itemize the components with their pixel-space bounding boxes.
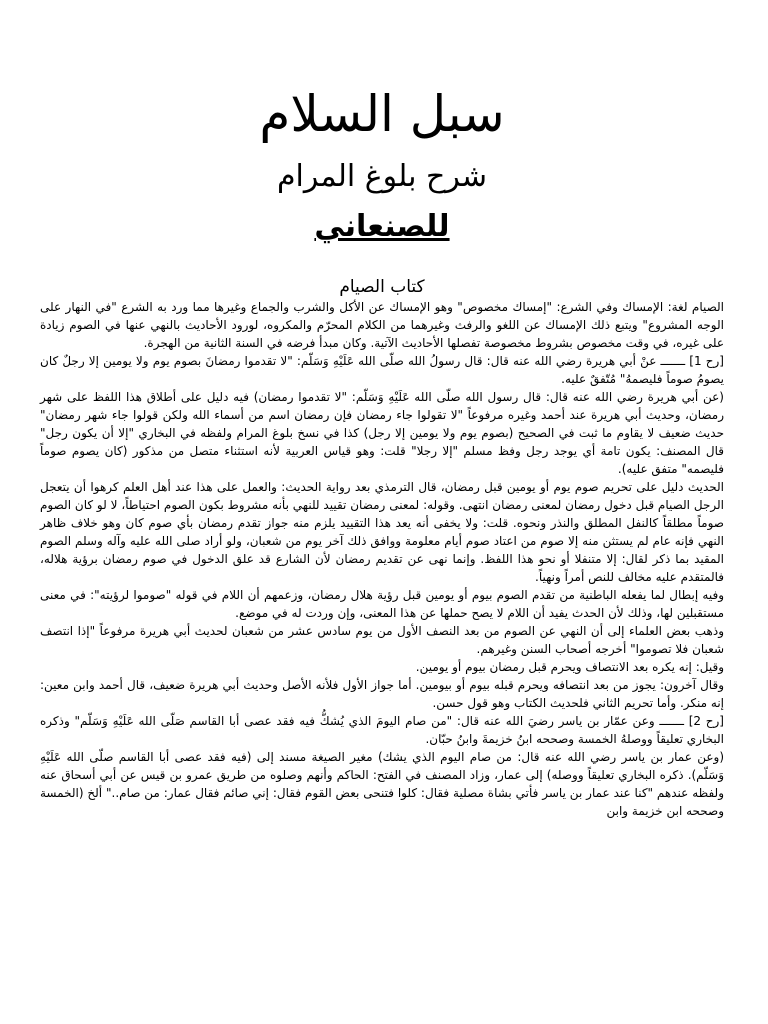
paragraph-ruling: الحديث دليل على تحريم صوم يوم أو يومين قبل رمضان، قال الترمذي بعد رواية الحديث: والعمل على هذا عند أهل العلم كرهوا أن يتعجل الرجل الصيام قبل دخول رمضان لمعنى رمضان انتهى. وقوله: لمعنى رمضان تقييد للنهي بأنه مشروط بكون الصوم احتياطاً، لا لو كان الصوم صوماً مطلقاً كالنفل المطلق والنذر ونحوه. قلت: ولا يخفى أنه يعد هذا التقييد يلزم منه جواز تقدم رمضان بأي صوم كان وهو خلاف ظاهر النهي فإنه عام لم يستثن منه إلا صوم من اعتاد صوم أيام معلومة ووافق ذلك آخر يوم من شعبان، ولو أراد صلى الله عليه وآله وسلم الصوم المقيد بما ذكر لقال: إلا متنفلا أو نحو هذا اللفظ. وإنما نهى عن تقديم رمضان لأن الشارع قد علق الدخول في صوم رمضان برؤية هلاله، فالمتقدم عليه مخالف للنص أمراً ونهياً. — [40, 480, 724, 584]
paragraph-batiniyya: وفيه إبطال لما يفعله الباطنية من تقدم الصوم بيوم أو يومين قبل رؤية هلال رمضان، وزعمهم أن اللام في قوله "صوموا لرؤيته": في معنى مستقبلين لها، وذلك لأن الحدث يفيد أن اللام لا يصح حملها عن هذا المعنى، وإن وردت له في موضع. — [40, 588, 724, 620]
paragraph-shaban: وذهب بعض العلماء إلى أن النهي عن الصوم من بعد النصف الأول من يوم سادس عشر من شعبان لحديث أبي هريرة مرفوعاً "إذا انتصف شعبان فلا تصوموا" أخرجه أصحاب السنن وغيرهم. — [40, 624, 724, 656]
paragraph-hadith-2-commentary: (وعن عمار بن ياسر رضي الله عنه قال: من صام اليوم الذي يشك) مغير الصيغة مسند إلى (فيه فقد عصى أبا القاسم صلّى الله عَلَيْهِ وَسَلّم). ذكره البخاري تعليقاً ووصله) إلى عمار، وزاد المصنف في الفتح: الحاكم وأنهم وصلوه من طريق عمرو بن قيس عن أبي أسحاق عنه ولفظه عندهم "كنا عند عمار بن ياسر فأتي بشاة مصلية فقال: كلوا فتنحى بعض القوم فقال: إني صائم فقال عمار: من صام.." ألخ (الخمسة وصححه ابن خزيمة وابن — [40, 750, 724, 818]
paragraph-hadith-1: [رح 1] ـــــــ عنْ أبي هريرة رضي الله عنه قال: قال رسولُ الله صلّى الله عَلَيْهِ وَسَلّم: "لا تقدموا رمضانَ بصوم يوم ولا يومين إلا رجلٌ كان يصومُ صوماً فليصمهُ" مُتّفقٌ عليه. — [40, 354, 724, 386]
paragraph-definition: الصيام لغة: الإمساك وفي الشرع: "إمساك مخصوص" وهو الإمساك عن الأكل والشرب والجماع وغيرها مما ورد به الشرع "في النهار على الوجه المشروع" ويتبع ذلك الإمساك عن اللغو والرفث وغيرهما من الكلام المحرّم والمكروه، لورود الأحاديث بالنهي عنها في الصوم زيادة على غيره، في وقت مخصوص بشروط مخصوصة تفصلها الأحاديث الآتية. وكان مبدأ فرضه في السنة الثانية من الهجرة. — [40, 300, 724, 350]
paragraph-opinion-1: وقيل: إنه يكره بعد الانتصاف ويحرم قبل رمضان بيوم أو يومين. — [415, 660, 724, 674]
paragraph-hadith-2: [رح 2] ـــــــ وعن عمّار بن ياسر رضيَ الله عنه قال: "من صام اليومَ الذي يُشكُّ فيه فقد عصى أبا القاسم صَلّى الله عَلَيْهِ وَسَلّم" وذكره البخاري تعليقاً ووصلهُ الخمسة وصححه ابنُ خزيمةَ وابنُ حبّان. — [40, 714, 724, 746]
chapter-title: كتاب الصيام — [339, 277, 425, 297]
paragraph-opinion-2: وقال آخرون: يجوز من بعد انتصافه ويحرم قبله بيوم أو بيومين. أما جواز الأول فلأنه الأصل وحديث أبي هريرة ضعيف، قال أحمد وابن معين: إنه منكر. وأما تحريم الثاني فلحديث الكتاب وهو قول حسن. — [40, 678, 724, 710]
book-title: سبل السلام — [259, 85, 505, 143]
document-body — [40, 298, 724, 820]
paragraph-hadith-1-commentary: (عن أبي هريرة رضي الله عنه قال: قال رسول الله صلّى الله عَلَيْهِ وَسَلّم: "لا تقدموا رمضان) فيه دليل على أطلاق هذا اللفظ على شهر رمضان، وحديث أبي هريرة عند أحمد وغيره مرفوعاً "لا تقولوا جاء رمضان فإن رمضان اسم من أسماء الله ولكن قولوا جاء شهر رمضان" حديث ضعيف لا يقاوم ما ثبت في الصحيح (بصوم يوم ولا يومين إلا رجل) كذا في نسخ بلوغ المرام ولفظه في البخاري "إلا أن يكون رجل" قال المصنف: يكون تامة أي يوجد رجل وفظ مسلم "إلا رجلا" قلت: وهو قياس العربية لأنه استثناء متصل من مذكور (كان يصوم صوماً فليصمه" متفق عليه). — [40, 390, 724, 476]
book-subtitle: شرح بلوغ المرام — [276, 159, 488, 194]
author-name: للصنعاني — [314, 209, 450, 244]
